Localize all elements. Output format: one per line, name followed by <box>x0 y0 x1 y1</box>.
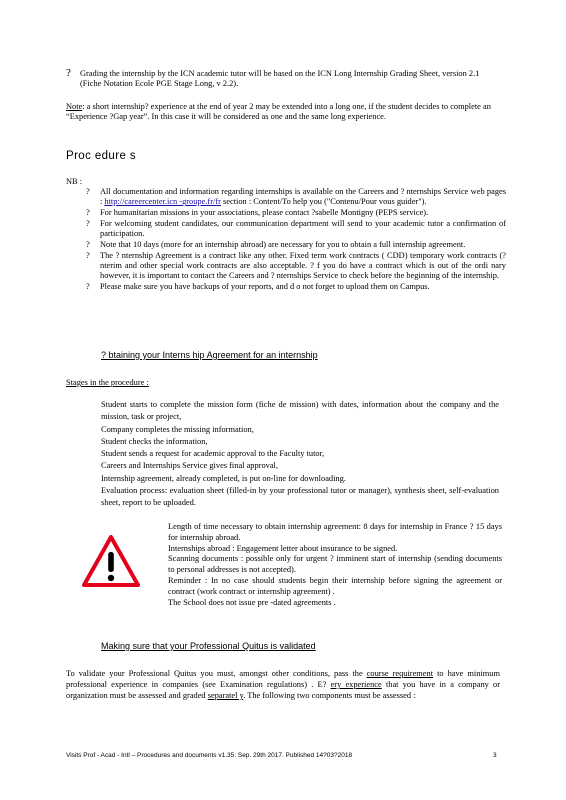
list-item: Scanning documents : possible only for urgent ? imminent start of internship (sending documents to personal addresses is not accepted). <box>168 554 502 575</box>
procedure-steps <box>101 399 499 510</box>
bullet-text: For humanitarian missions in your associations, please contact ?sabelle Montigny (PEPS service). <box>100 208 429 217</box>
bullet-text: All documentation and information regarding internships is available on the Careers and ? nternships Service web pages : <box>100 187 506 207</box>
list-item: Student sends a request for academic approval to the Faculty tutor, <box>101 449 325 459</box>
procedures-heading: Proc edure s <box>66 150 136 162</box>
list-item: Company completes the missing information, <box>101 424 254 434</box>
quitus-text: . The following two components must be assessed : <box>243 691 416 700</box>
quitus-text: that you have in a company or organization must be assessed and graded <box>66 680 500 700</box>
list-item: Student starts to complete the mission form (fiche de mission) with dates, information about the company and the mission, task or project, <box>101 400 499 422</box>
list-item: Length of time necessary to obtain internship agreement: 8 days for internship in France ? 15 days for internship abroad. <box>168 522 502 542</box>
warning-icon <box>82 535 140 587</box>
bullet-marker: ? <box>86 281 90 291</box>
bullet-text-tail: section : Content/To help you ("Contenu/Pour vous guider"). <box>220 197 427 207</box>
page-footer: Visits Prof - Acad - Intl – Procedures and documents v1.35: Sep. 29th 2017. Published 14?03?2018 <box>66 752 353 759</box>
nb-label: NB : <box>66 177 83 186</box>
list-item: Student checks the information, <box>101 436 208 446</box>
bullet-text: The ? nternship Agreement is a contract like any other. Fixed term work contracts ( CDD) temporary work contracts (? nterim and other special work contracts are also acceptable. ? f you do have a contract which is out of the ordi nary however, it is important to contact the Careers and ? nternships Service to check before the beginning of the internship. <box>100 250 506 280</box>
bullet-marker: ? <box>66 67 71 79</box>
every-experience-text: ery experience <box>330 680 382 689</box>
list-item <box>86 187 506 208</box>
note-paragraph <box>66 102 506 123</box>
grading-text: Grading the internship by the ICN academic tutor will be based on the ICN Long Internship Grading Sheet, version 2.1 (Fiche Notation Ecole PGE Stage Long, v 2.2). <box>80 69 480 89</box>
list-item: Reminder : In no case should students begin their internship before signing the agreement or contract (work contract or internship agreement) . <box>168 575 502 596</box>
list-item: Internship agreement, already completed, is put on-line for downloading. <box>101 473 346 483</box>
careercenter-link[interactable]: http://careercenter.icn -groupe.fr/fr <box>104 197 221 207</box>
note-label: Note <box>66 102 83 111</box>
list-item <box>86 208 506 218</box>
bullet-marker: ? <box>86 187 90 196</box>
page-number: 3 <box>493 752 497 759</box>
bullet-marker: ? <box>86 250 90 260</box>
bullet-text: Please make sure you have backups of your reports, and d o not forget to upload them on Campus. <box>100 281 430 291</box>
list-item: Internships abroad : Engagement letter about insurance to be signed. <box>168 543 398 553</box>
list-item <box>86 219 506 240</box>
list-item: Evaluation process: evaluation sheet (filled-in by your professional tutor or manager), synthesis sheet, self-evaluation sheet, report to be uploaded. <box>101 486 499 508</box>
separately-text: separatel y <box>207 691 244 700</box>
warning-notes <box>168 522 502 608</box>
stages-heading: Stages in the procedure : <box>66 378 149 387</box>
list-item <box>86 240 506 250</box>
list-item <box>86 282 506 292</box>
quitus-text: to have minimum professional experience in companies (see Examination regulations) . E? <box>66 669 500 689</box>
bullet-marker: ? <box>86 218 90 228</box>
bullet-marker: ? <box>86 208 90 217</box>
quitus-heading: Making sure that your Professional Quitus is validated <box>101 641 316 651</box>
bullet-text: For welcoming student candidates, our communication department will send to your academic tutor a confirmation of participation. <box>100 218 506 238</box>
bullet-marker: ? <box>86 239 90 249</box>
nb-bullet-list <box>86 187 506 293</box>
bullet-text: Note that 10 days (more for an internship abroad) are necessary for you to obtain a full internship agreement. <box>100 239 466 249</box>
list-item: The School does not issue pre -dated agreements . <box>168 597 336 607</box>
quitus-paragraph <box>66 668 500 701</box>
obtaining-agreement-heading: ? btaining your Interns hip Agreement for an internship <box>101 350 318 360</box>
course-requirement-text: course requirement <box>366 669 434 678</box>
list-item: Careers and Internships Service gives final approval, <box>101 461 278 471</box>
quitus-text: To validate your Professional Quitus you must, amongst other conditions, pass the <box>66 669 367 678</box>
note-text: : a short internship? experience at the end of year 2 may be extended into a long one, if the student decides to complete an “Experience ?Gap year”. In this case it will be considered as one and the same long experience. <box>66 102 491 122</box>
list-item <box>86 251 506 282</box>
